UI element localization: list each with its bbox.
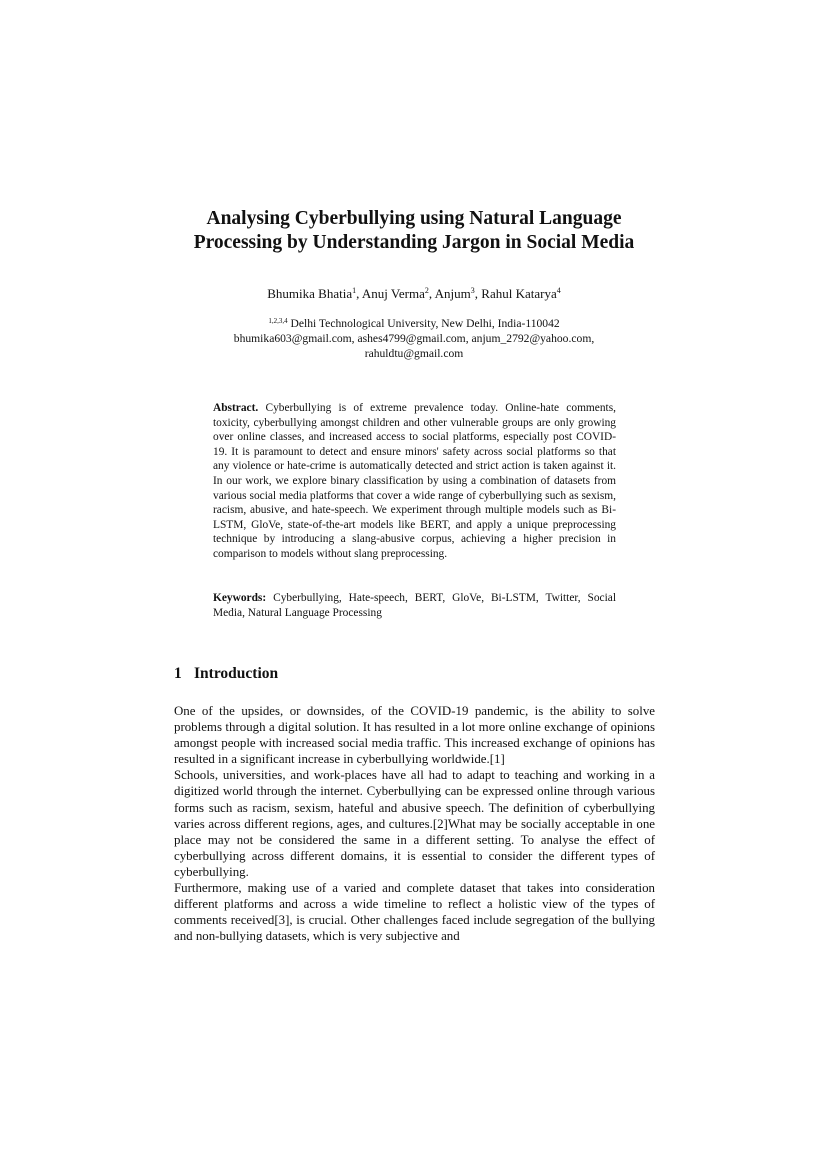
- affiliation-institution: Delhi Technological University, New Delhi, India-110042: [287, 317, 560, 330]
- affiliation-block: [150, 316, 678, 361]
- affiliation-emails-line-1: bhumika603@gmail.com, ashes4799@gmail.com, anjum_2792@yahoo.com,: [233, 332, 595, 345]
- body-paragraph: Furthermore, making use of a varied and complete dataset that takes into consideration different platforms and across a wide timeline to reflect a holistic view of the types of comments received[3], is crucial. Other challenges faced include segregation of the bullying and non-bullying datasets, which is very subjective and: [174, 881, 655, 944]
- section-number: 1: [174, 665, 182, 682]
- author-list: Bhumika Bhatia$^1$, Anuj Verma$^2$, Anjum$^3$, Rahul Katarya$^4$: [267, 286, 561, 301]
- abstract-text: Cyberbullying is of extreme prevalence today. Online-hate comments, toxicity, cyberbullying amongst children and other vulnerable groups are only growing over online classes, and increased access to social platforms, especially post COVID-19. It is paramount to detect and ensure minors' safety across social platforms so that any violence or hate-crime is automatically detected and strict action is taken against it. In our work, we explore binary classification by using a combination of datasets from various social media platforms that cover a wide range of cyberbullying such as sexism, racism, abusive, and hate-speech. We experiment through multiple models such as Bi-LSTM, GloVe, state-of-the-art models like BERT, and apply a unique preprocessing technique by introducing a slang-abusive corpus, achieving a higher precision in comparison to models without slang preprocessing.: [213, 402, 616, 560]
- keywords-block: [213, 591, 616, 620]
- author-superscript: 1: [352, 286, 357, 295]
- author-name: Anjum: [434, 286, 471, 301]
- author-name: Bhumika Bhatia: [267, 286, 353, 301]
- abstract-block: [213, 401, 616, 562]
- abstract-label: Abstract.: [213, 402, 259, 414]
- body-paragraph: One of the upsides, or downsides, of the COVID-19 pandemic, is the ability to solve problems through a digital solution. It has resulted in a lot more online exchange of opinions amongst people with increased social media traffic. This increased exchange of opinions has resulted in a significant increase in cyberbullying worldwide.[1]: [174, 704, 655, 767]
- section-title: Introduction: [194, 665, 279, 682]
- author-superscript: 2: [424, 286, 429, 295]
- title-line-2: Processing by Understanding Jargon in Social Media: [193, 232, 635, 253]
- keywords-label: Keywords:: [213, 592, 267, 604]
- affiliation-superscript: 1,2,3,4: [268, 317, 288, 325]
- affiliation-emails-line-2: rahuldtu@gmail.com: [364, 347, 464, 360]
- affiliation-institution-line: [150, 316, 678, 331]
- introduction-body: [174, 703, 655, 944]
- paper-title: [150, 207, 678, 255]
- keywords-text: Cyberbullying, Hate-speech, BERT, GloVe, Bi-LSTM, Twitter, Social Media, Natural Language Processing: [213, 592, 616, 619]
- author-name: Rahul Katarya: [481, 286, 557, 301]
- body-paragraph: Schools, universities, and work-places have all had to adapt to teaching and working in a digitized world through the internet. Cyberbullying can be expressed online through various forms such as racism, sexism, hateful and abusive speech. The definition of cyberbullying varies across different regions, ages, and cultures.[2]What may be socially acceptable in one place may not be considered the same in a different setting. To analyse the effect of cyberbullying across different domains, it is essential to consider the different types of cyberbullying.: [174, 768, 655, 879]
- section-heading: [174, 664, 278, 684]
- author-name: Anuj Verma: [361, 286, 425, 301]
- author-superscript: 4: [556, 286, 561, 295]
- title-line-1: Analysing Cyberbullying using Natural Language: [206, 208, 622, 229]
- author-superscript: 3: [470, 286, 475, 295]
